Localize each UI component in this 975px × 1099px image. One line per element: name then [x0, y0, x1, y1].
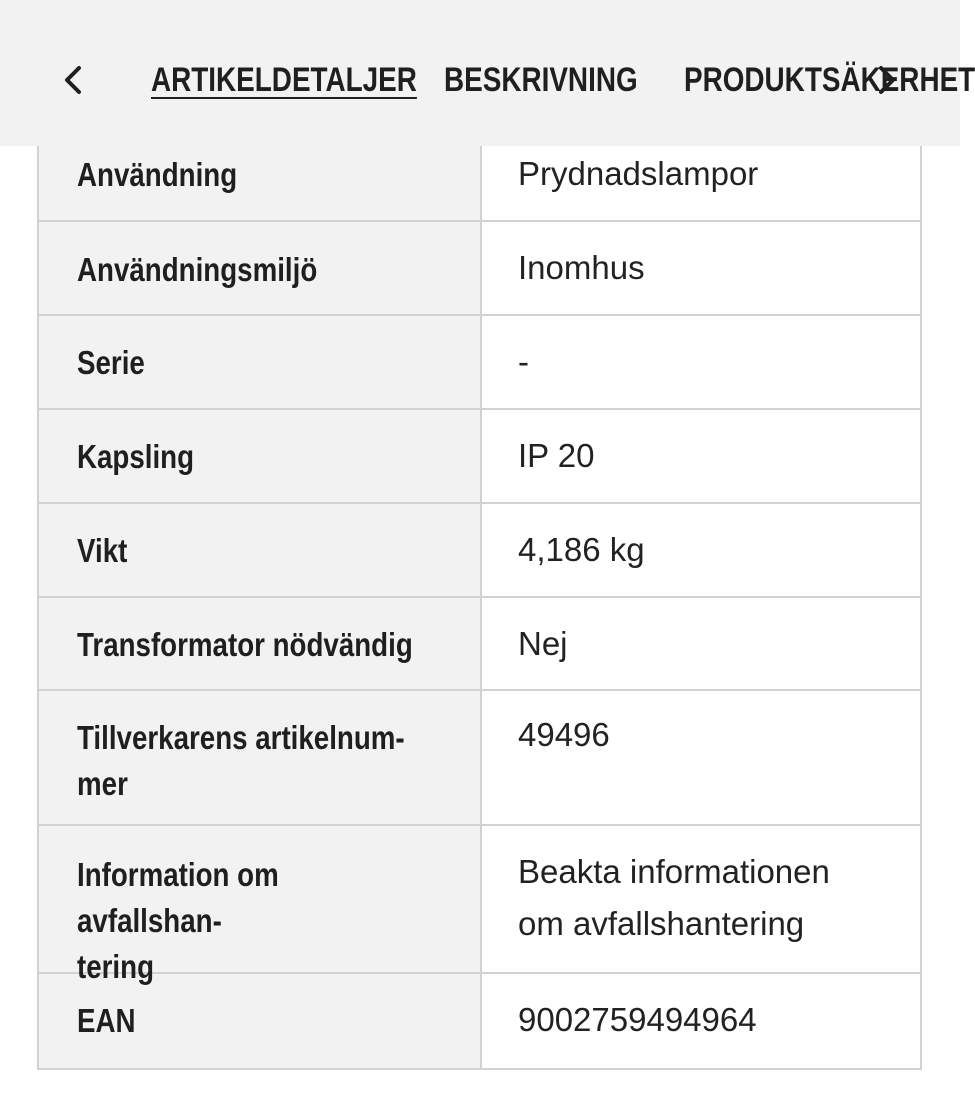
- row-value-cell: [482, 691, 920, 824]
- row-value-cell: [482, 410, 920, 502]
- table-row: [39, 826, 920, 985]
- row-label: EAN: [77, 1002, 136, 1039]
- tab-produktsakerhet[interactable]: PRODUKTSÄKERHET: [684, 61, 975, 99]
- row-label: Serie: [77, 344, 145, 381]
- row-value: Nej: [518, 625, 568, 662]
- row-label: Kapsling: [77, 438, 195, 475]
- row-label-cell: [39, 222, 482, 314]
- row-value: Prydnadslampor: [518, 155, 759, 192]
- row-value-cell: [482, 598, 920, 689]
- table-row: [39, 598, 920, 691]
- table-row: [39, 146, 920, 222]
- row-value-cell: [482, 316, 920, 408]
- tabs-prev-button[interactable]: [46, 52, 102, 108]
- tab-beskrivning[interactable]: BESKRIVNING: [444, 61, 638, 99]
- row-value-cell: [482, 504, 920, 596]
- row-label-cell: [39, 691, 482, 824]
- row-value-cell: [482, 146, 920, 220]
- row-value: -: [518, 343, 529, 380]
- chevron-right-icon: [858, 52, 914, 108]
- row-value-cell: [482, 826, 920, 972]
- row-label: Transformator nödvändig: [77, 626, 413, 663]
- table-row: [39, 316, 920, 410]
- table-row: [39, 691, 920, 826]
- row-value: Beakta informationen om avfallshantering: [518, 853, 830, 942]
- row-label: Vikt: [77, 532, 128, 569]
- row-label: Tillverkarens artikelnum- mer: [77, 719, 405, 802]
- row-label: Användningsmiljö: [77, 251, 318, 288]
- row-value: 4,186 kg: [518, 531, 645, 568]
- tabs-scroll-area: [104, 0, 975, 146]
- row-value: 9002759494964: [518, 1001, 757, 1038]
- row-label-cell: [39, 504, 482, 596]
- chevron-left-icon: [46, 52, 102, 108]
- row-label: Information om avfallshan- tering: [77, 856, 279, 985]
- table-row: [39, 504, 920, 598]
- row-value-cell: [482, 222, 920, 314]
- tabs-next-button[interactable]: [858, 52, 914, 108]
- table-row: [39, 410, 920, 504]
- row-label-cell: [39, 146, 482, 220]
- tab-artikeldetaljer[interactable]: ARTIKELDETALJER: [151, 61, 417, 99]
- row-label-cell: [39, 316, 482, 408]
- row-label-cell: [39, 410, 482, 502]
- row-value: 49496: [518, 716, 610, 753]
- tab-bar: [0, 0, 975, 146]
- row-value: IP 20: [518, 437, 595, 474]
- row-label-cell: [39, 826, 482, 985]
- article-details-table: [37, 146, 922, 1070]
- row-value-cell: [482, 974, 920, 1068]
- row-value: Inomhus: [518, 249, 645, 286]
- row-label-cell: [39, 598, 482, 689]
- row-label: Användning: [77, 156, 238, 193]
- table-row: [39, 222, 920, 316]
